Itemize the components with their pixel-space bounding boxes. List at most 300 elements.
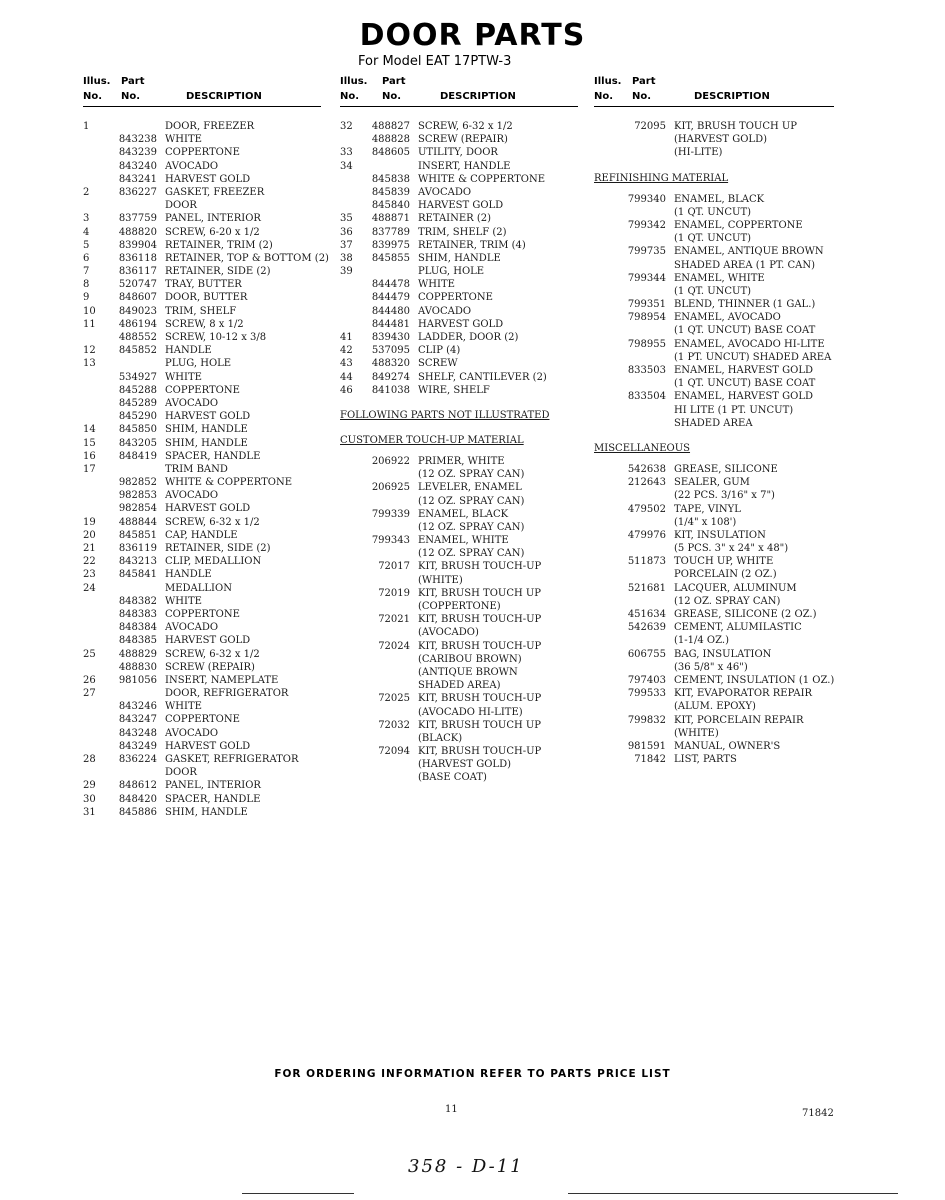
part-number: 488844 — [118, 516, 157, 528]
illus-number: 39 — [340, 266, 353, 278]
part-number — [606, 206, 674, 219]
header-illus-no: No. — [340, 91, 360, 102]
part-row — [83, 687, 333, 700]
part-row — [340, 534, 590, 547]
illus-number: 41 — [340, 332, 353, 343]
part-number: 72017 — [378, 561, 410, 573]
part-row — [83, 582, 333, 595]
part-row — [83, 674, 333, 687]
part-number: 837759 — [118, 213, 157, 225]
part-number: 837789 — [371, 226, 410, 238]
part-row — [83, 173, 333, 186]
part-number: 848383 — [118, 608, 157, 620]
part-description: (12 OZ. SPRAY CAN) — [418, 495, 525, 507]
part-number: 836118 — [118, 252, 157, 264]
part-description: (WHITE) — [418, 574, 463, 586]
section-title: FOLLOWING PARTS NOT ILLUSTRATED — [340, 409, 550, 421]
part-description: RETAINER, SIDE (2) — [165, 543, 271, 554]
part-description: ENAMEL, HARVEST GOLD — [674, 391, 813, 403]
part-number — [606, 727, 674, 740]
part-number: 798955 — [627, 338, 666, 350]
part-description: SCREW — [418, 358, 458, 370]
part-description: RETAINER, TOP & BOTTOM (2) — [165, 252, 329, 264]
illus-number: 26 — [83, 674, 96, 686]
part-description: MANUAL, OWNER'S — [674, 740, 781, 752]
illus-number: 21 — [83, 543, 96, 554]
part-row — [83, 608, 333, 621]
part-row — [83, 529, 333, 542]
part-description: HARVEST GOLD — [165, 503, 251, 515]
illus-number — [594, 463, 606, 476]
illus-number — [594, 582, 606, 595]
part-row — [340, 587, 590, 600]
part-number: 843213 — [118, 556, 157, 568]
part-row — [594, 463, 854, 476]
part-row — [83, 740, 333, 753]
part-number: 839430 — [371, 332, 410, 343]
part-number: 981591 — [627, 740, 666, 752]
part-description: (COPPERTONE) — [418, 601, 501, 612]
part-number: 845289 — [118, 397, 157, 409]
part-number: 843248 — [118, 727, 157, 739]
part-description: SHADED AREA — [674, 417, 753, 429]
illus-number — [83, 173, 101, 186]
part-description: CAP, HANDLE — [165, 529, 238, 541]
part-row — [594, 608, 854, 621]
part-row — [83, 186, 333, 199]
part-description: DOOR, REFRIGERATOR — [165, 688, 289, 700]
part-row — [83, 661, 333, 674]
part-row — [83, 463, 333, 476]
part-number: 845290 — [118, 411, 157, 423]
part-number: 521681 — [627, 582, 666, 594]
illus-number — [340, 653, 360, 666]
header-part-no: No. — [121, 91, 141, 102]
part-row — [340, 468, 590, 481]
part-number: 848607 — [118, 292, 157, 304]
part-number — [606, 285, 674, 298]
part-number: 520747 — [118, 279, 157, 291]
header-illus-no: No. — [594, 91, 614, 102]
part-number: 799533 — [627, 688, 666, 700]
part-description: INSERT, NAMEPLATE — [165, 674, 279, 686]
illus-number: 22 — [83, 556, 96, 568]
illus-number: 1 — [83, 121, 90, 132]
part-row — [594, 338, 854, 351]
illus-number — [594, 298, 606, 311]
part-row — [594, 634, 854, 647]
part-number: 843241 — [118, 173, 157, 185]
part-number: 488829 — [118, 648, 157, 660]
illus-number: 46 — [340, 384, 353, 396]
part-row — [594, 219, 854, 232]
illus-number: 11 — [83, 318, 96, 330]
illus-number: 13 — [83, 358, 96, 370]
part-number: 72025 — [378, 693, 410, 705]
illus-number: 19 — [83, 516, 96, 528]
part-row — [594, 489, 854, 502]
part-description: SPACER, HANDLE — [165, 793, 261, 805]
illus-number — [594, 351, 606, 364]
illus-number — [83, 700, 101, 713]
part-row — [340, 508, 590, 521]
illus-number — [594, 232, 606, 245]
part-description: AVOCADO — [165, 160, 219, 172]
part-number — [101, 199, 165, 212]
part-description: HARVEST GOLD — [418, 200, 504, 212]
part-description: HARVEST GOLD — [418, 318, 504, 330]
illus-number — [594, 740, 606, 753]
illus-number — [83, 766, 101, 779]
part-description: KIT, INSULATION — [674, 529, 766, 541]
illus-number — [340, 771, 360, 784]
illus-number — [594, 404, 606, 417]
part-row — [83, 727, 333, 740]
part-number: 488830 — [118, 661, 157, 673]
part-row — [594, 687, 854, 700]
illus-number — [594, 516, 606, 529]
part-description: SHADED AREA (1 PT. CAN) — [674, 259, 816, 271]
part-description: (CARIBOU BROWN) — [418, 653, 522, 665]
header-rule — [340, 106, 578, 107]
illus-number — [340, 521, 360, 534]
illus-number — [83, 331, 101, 344]
part-number: 799342 — [627, 219, 666, 231]
part-description: COPPERTONE — [165, 384, 240, 396]
part-row — [83, 397, 333, 410]
part-description: WHITE & COPPERTONE — [418, 173, 546, 185]
illus-number — [340, 534, 360, 547]
part-row — [340, 133, 590, 146]
part-description: (1 QT. UNCUT) BASE COAT — [674, 325, 816, 337]
illus-number: 37 — [340, 239, 353, 251]
part-description: (1 QT. UNCUT) — [674, 206, 752, 218]
part-description: (WHITE) — [674, 727, 719, 739]
part-number: 845855 — [371, 252, 410, 264]
part-description: SCREW, 8 x 1/2 — [165, 318, 244, 330]
illus-number — [594, 219, 606, 232]
part-row — [83, 278, 333, 291]
part-description: (1 QT. UNCUT) BASE COAT — [674, 378, 816, 390]
part-description: KIT, BRUSH TOUCH-UP — [418, 746, 542, 758]
illus-number — [594, 364, 606, 377]
part-number: 206922 — [371, 455, 410, 467]
part-description: ENAMEL, AVOCADO — [674, 312, 781, 324]
part-row — [340, 331, 590, 344]
illus-number — [83, 713, 101, 726]
part-description: TRIM BAND — [165, 463, 228, 475]
illus-number — [83, 410, 101, 423]
illus-number — [594, 390, 606, 403]
part-row — [340, 252, 590, 265]
part-description: AVOCADO — [418, 305, 472, 317]
part-description: HARVEST GOLD — [165, 635, 251, 647]
header-part-no: No. — [382, 91, 402, 102]
part-description: SCREW, 10-12 x 3/8 — [165, 332, 267, 343]
part-row — [83, 146, 333, 159]
part-description: WHITE — [165, 134, 202, 146]
illus-number — [594, 338, 606, 351]
part-row — [340, 613, 590, 626]
part-number — [606, 595, 674, 608]
part-description: BAG, INSULATION — [674, 648, 772, 660]
illus-number: 30 — [83, 793, 96, 805]
illus-number — [594, 120, 606, 133]
part-description: RETAINER (2) — [418, 213, 492, 225]
header-part-no: No. — [632, 91, 652, 102]
part-row — [594, 364, 854, 377]
part-row — [83, 423, 333, 436]
illus-number — [594, 700, 606, 713]
part-description: (AVOCADO HI-LITE) — [418, 706, 523, 718]
part-row — [83, 265, 333, 278]
part-number: 799344 — [627, 272, 666, 284]
illus-number — [340, 666, 360, 679]
illus-number — [83, 634, 101, 647]
part-row — [594, 298, 854, 311]
illus-number — [340, 574, 360, 587]
part-description: WHITE — [165, 701, 202, 713]
illus-number — [83, 384, 101, 397]
part-row — [340, 653, 590, 666]
part-number: 833504 — [627, 391, 666, 403]
part-row — [594, 714, 854, 727]
header-description: DESCRIPTION — [186, 91, 262, 102]
part-description: KIT, BRUSH TOUCH UP — [418, 587, 542, 599]
illus-number — [340, 758, 360, 771]
illus-number: 44 — [340, 371, 353, 383]
part-number: 849023 — [118, 305, 157, 317]
part-description: SHIM, HANDLE — [418, 252, 501, 264]
part-number: 845886 — [118, 806, 157, 818]
part-description: PLUG, HOLE — [418, 266, 485, 278]
illus-number — [340, 173, 360, 186]
illus-number — [340, 587, 360, 600]
part-number: 845840 — [371, 200, 410, 212]
part-description: DOOR — [165, 767, 197, 779]
part-description: SCREW, 6-20 x 1/2 — [165, 226, 260, 238]
part-number — [606, 324, 674, 337]
part-row — [83, 133, 333, 146]
part-description: SPACER, HANDLE — [165, 450, 261, 462]
part-row — [594, 133, 854, 146]
illus-number — [594, 555, 606, 568]
illus-number — [340, 600, 360, 613]
part-row — [83, 753, 333, 766]
illus-number — [83, 371, 101, 384]
part-number — [360, 653, 418, 666]
part-number: 534927 — [118, 371, 157, 383]
part-description: SHIM, HANDLE — [165, 437, 248, 449]
part-description: CEMENT, INSULATION (1 OZ.) — [674, 674, 835, 686]
illus-number — [83, 740, 101, 753]
part-row — [83, 357, 333, 370]
illus-number — [340, 133, 360, 146]
illus-number: 7 — [83, 266, 90, 278]
part-description: (1-1/4 OZ.) — [674, 635, 729, 647]
header-illus: Illus. — [83, 76, 111, 87]
part-row — [340, 719, 590, 732]
part-description: SEALER, GUM — [674, 477, 750, 489]
part-row — [83, 621, 333, 634]
illus-number — [83, 160, 101, 173]
section-title: REFINISHING MATERIAL — [594, 172, 729, 184]
part-row — [594, 568, 854, 581]
part-description: (12 OZ. SPRAY CAN) — [418, 521, 525, 533]
part-row — [83, 212, 333, 225]
part-description: (HI-LITE) — [674, 147, 723, 159]
part-number: 479502 — [627, 503, 666, 515]
part-description: (1 PT. UNCUT) SHADED AREA — [674, 351, 832, 363]
section-list — [340, 409, 590, 785]
part-description: TRAY, BUTTER — [165, 279, 242, 291]
part-description: SHIM, HANDLE — [165, 424, 248, 436]
part-row — [83, 450, 333, 463]
part-number: 841038 — [371, 384, 410, 396]
illus-number — [594, 621, 606, 634]
part-description: LACQUER, ALUMINUM — [674, 582, 797, 594]
part-row — [594, 503, 854, 516]
part-description: CLIP, MEDALLION — [165, 556, 262, 568]
part-row — [83, 634, 333, 647]
part-description: SCREW, 6-32 x 1/2 — [165, 648, 260, 660]
part-description: COPPERTONE — [418, 292, 493, 304]
part-number: 542639 — [627, 622, 666, 634]
section-rows — [340, 455, 590, 785]
illus-number — [83, 476, 101, 489]
part-description: KIT, PORCELAIN REPAIR — [674, 714, 804, 726]
part-number: 799832 — [627, 714, 666, 726]
part-row — [83, 568, 333, 581]
part-description: GASKET, REFRIGERATOR — [165, 754, 299, 765]
header-illus: Illus. — [594, 76, 622, 87]
part-description: COPPERTONE — [165, 714, 240, 726]
part-description: RETAINER, TRIM (2) — [165, 239, 273, 251]
part-number: 488828 — [371, 134, 410, 146]
part-row — [594, 529, 854, 542]
illus-number — [340, 679, 360, 692]
illus-number: 3 — [83, 213, 90, 225]
part-row — [83, 489, 333, 502]
part-row — [340, 239, 590, 252]
illus-number — [340, 318, 360, 331]
part-description: KIT, BRUSH TOUCH UP — [418, 719, 542, 731]
part-number — [360, 706, 418, 719]
part-row — [594, 193, 854, 206]
part-number — [606, 232, 674, 245]
illus-number: 5 — [83, 239, 90, 251]
part-description: SHADED AREA) — [418, 680, 501, 692]
illus-number — [594, 133, 606, 146]
parts-column-1 — [83, 76, 333, 819]
illus-number — [594, 377, 606, 390]
header-illus: Illus. — [340, 76, 368, 87]
part-row — [594, 390, 854, 403]
part-row — [594, 740, 854, 753]
part-row — [340, 706, 590, 719]
part-number: 72095 — [634, 121, 666, 132]
parts-column-2 — [340, 76, 590, 785]
part-row — [594, 311, 854, 324]
illus-number: 36 — [340, 226, 353, 238]
part-number — [101, 463, 165, 476]
part-description: PANEL, INTERIOR — [165, 213, 261, 225]
part-description: ENAMEL, COPPERTONE — [674, 219, 803, 231]
part-description: KIT, BRUSH TOUCH-UP — [418, 640, 542, 652]
part-row — [340, 226, 590, 239]
part-row — [594, 351, 854, 364]
header-description: DESCRIPTION — [694, 91, 770, 102]
part-number: 606755 — [627, 648, 666, 660]
part-number — [360, 771, 418, 784]
part-number: 479976 — [627, 529, 666, 541]
part-number: 72094 — [378, 746, 410, 758]
part-description: TRIM, SHELF (2) — [418, 226, 507, 238]
part-description: INSERT, HANDLE — [418, 160, 511, 172]
part-description: HARVEST GOLD — [165, 173, 251, 185]
part-number — [606, 404, 674, 417]
part-row — [340, 574, 590, 587]
part-number: 488827 — [371, 121, 410, 132]
illus-number — [340, 495, 360, 508]
part-number: 839975 — [371, 239, 410, 251]
header-rule — [594, 106, 834, 107]
part-number — [606, 568, 674, 581]
header-part: Part — [632, 76, 656, 87]
part-row — [594, 621, 854, 634]
part-row — [340, 278, 590, 291]
part-row — [340, 120, 590, 133]
ordering-note: FOR ORDERING INFORMATION REFER TO PARTS PRICE LIST — [274, 1068, 671, 1080]
part-row — [340, 173, 590, 186]
illus-number — [594, 324, 606, 337]
part-description: (AVOCADO) — [418, 627, 479, 639]
part-row — [594, 206, 854, 219]
part-row — [594, 146, 854, 159]
part-row — [340, 560, 590, 573]
part-row — [83, 595, 333, 608]
part-number: 982854 — [118, 503, 157, 515]
part-number: 72032 — [378, 719, 410, 731]
illus-number — [340, 745, 360, 758]
part-row — [83, 239, 333, 252]
part-row — [83, 766, 333, 779]
illus-number — [340, 186, 360, 199]
part-row — [594, 595, 854, 608]
illus-number — [83, 595, 101, 608]
part-description: TAPE, VINYL — [674, 503, 741, 515]
illus-number — [594, 206, 606, 219]
part-description: (12 OZ. SPRAY CAN) — [674, 595, 781, 607]
illus-number — [594, 193, 606, 206]
part-row — [594, 476, 854, 489]
parts-list — [340, 120, 590, 397]
section-rows — [594, 193, 854, 430]
illus-number — [340, 626, 360, 639]
part-row — [83, 648, 333, 661]
part-description: SCREW, 6-32 x 1/2 — [418, 121, 513, 132]
handwritten-note: 358 - D-11 — [408, 1156, 524, 1177]
part-row — [594, 753, 854, 766]
part-description: ENAMEL, AVOCADO HI-LITE — [674, 338, 825, 350]
part-number — [606, 377, 674, 390]
part-row — [594, 120, 854, 133]
part-row — [594, 700, 854, 713]
part-number — [606, 351, 674, 364]
part-number: 843246 — [118, 701, 157, 713]
illus-number: 14 — [83, 424, 96, 436]
part-number: 843239 — [118, 147, 157, 159]
